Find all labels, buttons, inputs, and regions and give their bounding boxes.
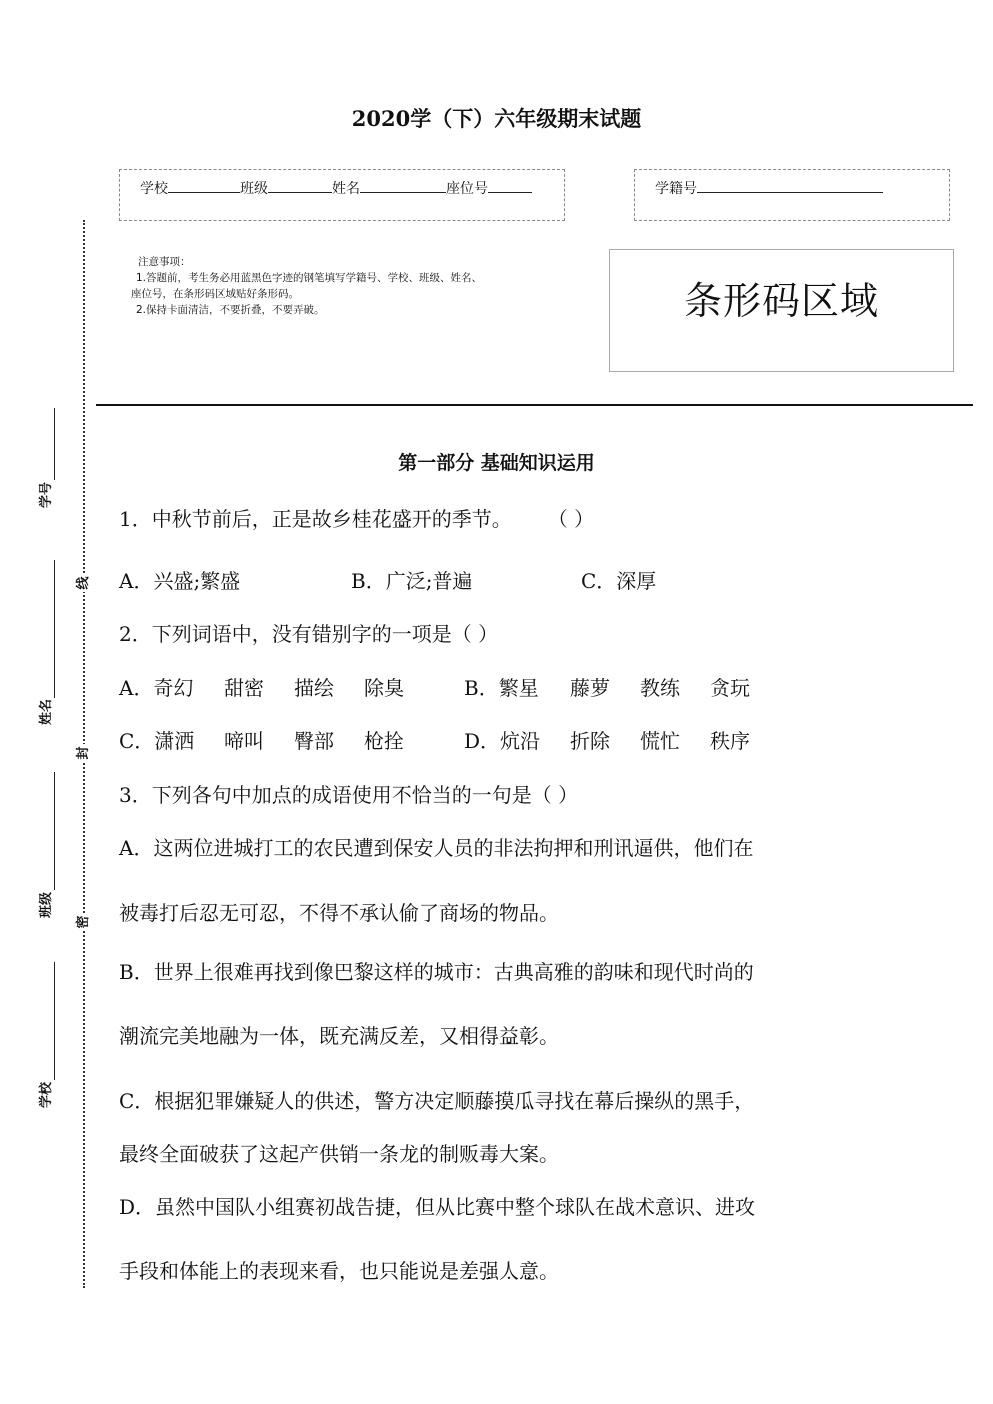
student-info-box [119,169,565,221]
q2-option-c-word[interactable]: C．潇洒 [119,729,195,753]
q3-d-text: 手段和体能上的表现来看，也只能说是 [119,1259,459,1283]
q1-option-c[interactable]: C．深厚 [581,569,657,593]
question-2-row-1 [119,672,750,701]
q3-c-text: C．根据犯罪嫌疑人的供述，警方决定 [119,1089,455,1113]
barcode-area [609,249,954,372]
q3-option-d-line-2 [119,1255,559,1284]
section-title: 第一部分 基础知识运用 [398,452,595,474]
side-label-name: 姓名 [39,699,54,726]
class-label: 班级 [240,181,268,197]
q3-option-c-line-1[interactable] [119,1085,754,1114]
q3-c-dotted-idiom [454,1089,534,1113]
class-field[interactable] [268,178,332,193]
q1-option-b[interactable]: B．广泛;普遍 [351,569,473,593]
question-2-row-2 [119,725,750,754]
dotted-char: 差 [459,1259,479,1283]
q3-option-b-line-2 [119,1020,559,1049]
q2-option-b-word: 教练 [640,676,680,700]
name-field[interactable] [360,178,446,193]
q3-b-text: 。 [539,1024,559,1048]
q2-option-d-word: 秩序 [710,729,750,753]
q2-option-c-word: 臀部 [294,729,334,753]
q3-option-b-line-1[interactable]: B．世界上很难再找到像巴黎这样的城市：古典高雅的韵味和现代时尚的 [119,960,754,984]
exam-title: 2020学（下）六年级期末试题 [351,106,642,131]
q2-option-a-word: 除臭 [364,676,404,700]
q3-c-text: 寻找在幕后操纵的黑手， [534,1089,755,1113]
q2-option-b-word: 贪玩 [710,676,750,700]
q2-option-b-word: 藤萝 [570,676,610,700]
q3-d-text: 。 [539,1259,559,1283]
dotted-char: 忍 [259,901,279,925]
notes-line-1: 1.答题前，考生务必用蓝黑色字迹的钢笔填写学籍号、学校、班级、姓名、 [136,272,483,284]
notes-heading: 注意事项： [138,256,191,268]
q1-option-a[interactable]: A．兴盛;繁盛 [119,569,241,593]
q2-option-c-word: 啼叫 [224,729,264,753]
header-divider [96,404,973,406]
q2-option-c-word: 枪拴 [364,729,404,753]
q1-text-post: 开的季节。 [411,507,512,531]
q1-dotted-char: 盛 [391,507,412,531]
side-label-student-id: 学号 [39,482,54,509]
q3-a-text: 被毒打后 [119,901,199,925]
q1-text-pre: 1．中秋节前后，正是故乡桂花 [119,507,392,531]
dotted-char: 彰 [519,1024,539,1048]
name-write-line [54,560,55,698]
dotted-char: 顺 [454,1089,475,1113]
notes [131,254,601,318]
barcode-label: 条形码区域 [683,279,879,323]
q3-a-dotted-idiom [199,901,279,925]
q3-option-a-line-2 [119,897,559,926]
student-id-label: 学籍号 [655,181,697,197]
dotted-char: 忍 [199,901,219,925]
dotted-char: 摸 [494,1089,515,1113]
q3-option-d-line-1[interactable]: D．虽然中国队小组赛初战告捷，但从比赛中整个球队在战术意识、进攻 [119,1195,756,1219]
dotted-char: 无 [219,901,239,925]
q2-option-a-word: 甜密 [224,676,264,700]
q3-b-dotted-idiom [459,1024,539,1048]
notes-line-2: 座位号，在条形码区域贴好条形码。 [131,288,299,300]
q2-option-a-word[interactable]: A．奇幻 [119,676,194,700]
q3-d-dotted-idiom [459,1259,539,1283]
dotted-char: 意 [519,1259,539,1283]
seat-label: 座位号 [446,181,488,197]
school-write-line [54,962,55,1080]
seat-field[interactable] [488,178,532,193]
seal-seal-char: 封 [75,744,93,762]
dotted-char: 瓜 [514,1089,535,1113]
dotted-char: 人 [499,1259,519,1283]
q1-answer-paren[interactable]: （ ） [547,507,595,531]
name-label: 姓名 [332,181,360,197]
q2-option-d-word: 折除 [570,729,610,753]
dotted-char: 益 [499,1024,519,1048]
student-id-field[interactable] [697,178,883,193]
seal-line-char: 线 [75,574,93,592]
dotted-char: 可 [239,901,259,925]
dotted-char: 藤 [474,1089,495,1113]
q2-option-b-word[interactable]: B．繁星 [464,676,539,700]
notes-line-3: 2.保持卡面清洁，不要折叠，不要弄破。 [136,304,325,316]
school-field[interactable] [168,178,240,193]
dotted-char: 强 [479,1259,499,1283]
q2-option-d-word: 慌忙 [640,729,680,753]
q3-b-text: 潮流完美地融为一体，既充满反差，又 [119,1024,459,1048]
q2-option-a-word: 描绘 [294,676,334,700]
q2-option-d-word[interactable]: D．炕沿 [464,729,541,753]
class-write-line [54,772,55,890]
question-2-stem: 2．下列词语中，没有错别字的一项是（ ） [119,622,499,646]
q3-option-c-line-2: 最终全面破获了这起产供销一条龙的制贩毒大案。 [119,1142,559,1166]
dotted-char: 相 [459,1024,479,1048]
question-1-stem [119,503,594,532]
question-3-stem: 3．下列各句中加点的成语使用不恰当的一句是（ ） [119,783,579,807]
side-label-class: 班级 [39,892,54,919]
student-id-box [634,169,950,221]
school-label: 学校 [140,181,168,197]
seal-secret-char: 密 [75,913,93,931]
dotted-char: 得 [479,1024,499,1048]
q3-option-a-line-1[interactable]: A．这两位进城打工的农民遭到保安人员的非法拘押和刑讯逼供，他们在 [119,836,754,860]
q3-a-text: ，不得不承认偷了商场的物品。 [279,901,559,925]
side-label-school: 学校 [39,1082,54,1109]
question-1-options [119,565,656,594]
